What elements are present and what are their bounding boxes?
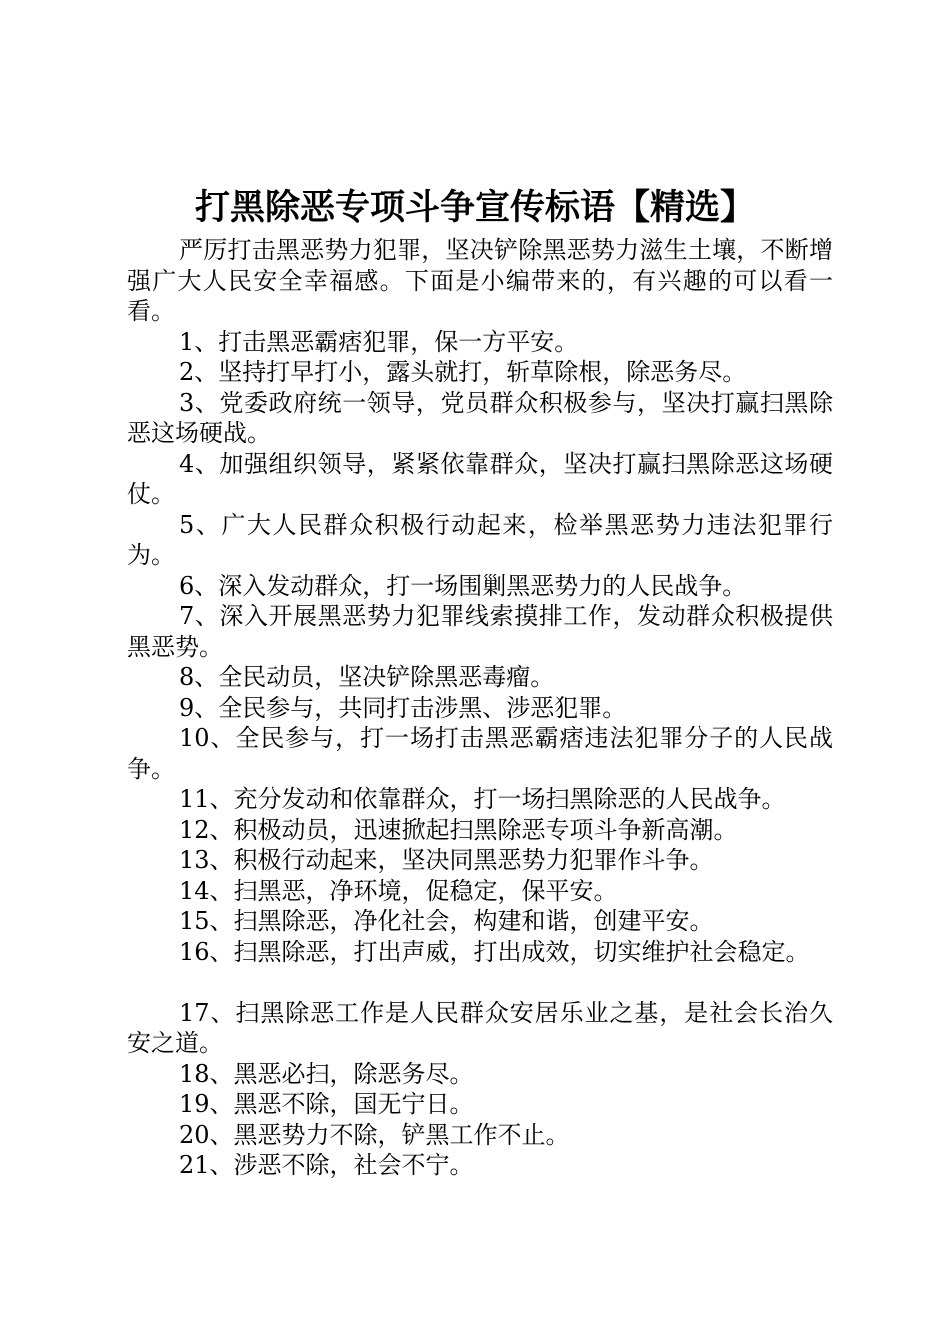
slogan-item: 18、黑恶必扫，除恶务尽。 — [179, 1059, 474, 1088]
slogan-item: 8、全民动员，坚决铲除黑恶毒瘤。 — [179, 663, 555, 691]
document-title: 打黑除恶专项斗争宣传标语【精选】 — [194, 187, 755, 228]
slogan-item: 6、深入发动群众，打一场围剿黑恶势力的人民战争。 — [179, 571, 747, 600]
slogan-item: 4、加强组织领导，紧紧依靠群众，坚决打赢扫黑除恶这场硬仗。 — [127, 449, 833, 508]
slogan-item: 3、党委政府统一领导，党员群众积极参与，坚决打赢扫黑除恶这场硬战。 — [127, 388, 833, 447]
slogan-item: 9、全民参与，共同打击涉黑、涉恶犯罪。 — [179, 693, 627, 722]
slogan-item: 13、积极行动起来，坚决同黑恶势力犯罪作斗争。 — [179, 846, 714, 874]
slogan-item: 7、深入开展黑恶势力犯罪线索摸排工作，发动群众积极提供黑恶势。 — [127, 602, 833, 661]
slogan-item: 5、广大人民群众积极行动起来，检举黑恶势力违法犯罪行为。 — [127, 510, 833, 569]
slogan-item: 10、全民参与，打一场打击黑恶霸痞违法犯罪分子的人民战争。 — [127, 724, 833, 783]
slogan-item: 12、积极动员，迅速掀起扫黑除恶专项斗争新高潮。 — [179, 815, 738, 844]
slogan-item: 17、扫黑除恶工作是人民群众安居乐业之基，是社会长治久安之道。 — [127, 998, 833, 1057]
slogan-item: 16、扫黑除恶，打出声威，打出成效，切实维护社会稳定。 — [179, 937, 810, 966]
intro-paragraph: 严厉打击黑恶势力犯罪，坚决铲除黑恶势力滋生土壤，不断增强广大人民安全幸福感。下面是小编带来的，有兴趣的可以看一看。 — [127, 236, 833, 325]
slogan-item: 1、打击黑恶霸痞犯罪，保一方平安。 — [179, 327, 579, 356]
slogan-item: 20、黑恶势力不除，铲黑工作不止。 — [179, 1120, 570, 1149]
slogan-item: 19、黑恶不除，国无宁日。 — [179, 1090, 474, 1118]
slogan-item: 2、坚持打早打小，露头就打，斩草除根，除恶务尽。 — [179, 358, 747, 386]
slogan-item: 11、充分发动和依靠群众，打一场扫黑除恶的人民战争。 — [179, 785, 786, 813]
slogan-item: 15、扫黑除恶，净化社会，构建和谐，创建平安。 — [179, 907, 714, 935]
document-body — [127, 235, 833, 1181]
slogan-item: 14、扫黑恶，净环境，促稳定，保平安。 — [179, 876, 618, 905]
slogan-item: 21、涉恶不除，社会不宁。 — [179, 1151, 474, 1179]
